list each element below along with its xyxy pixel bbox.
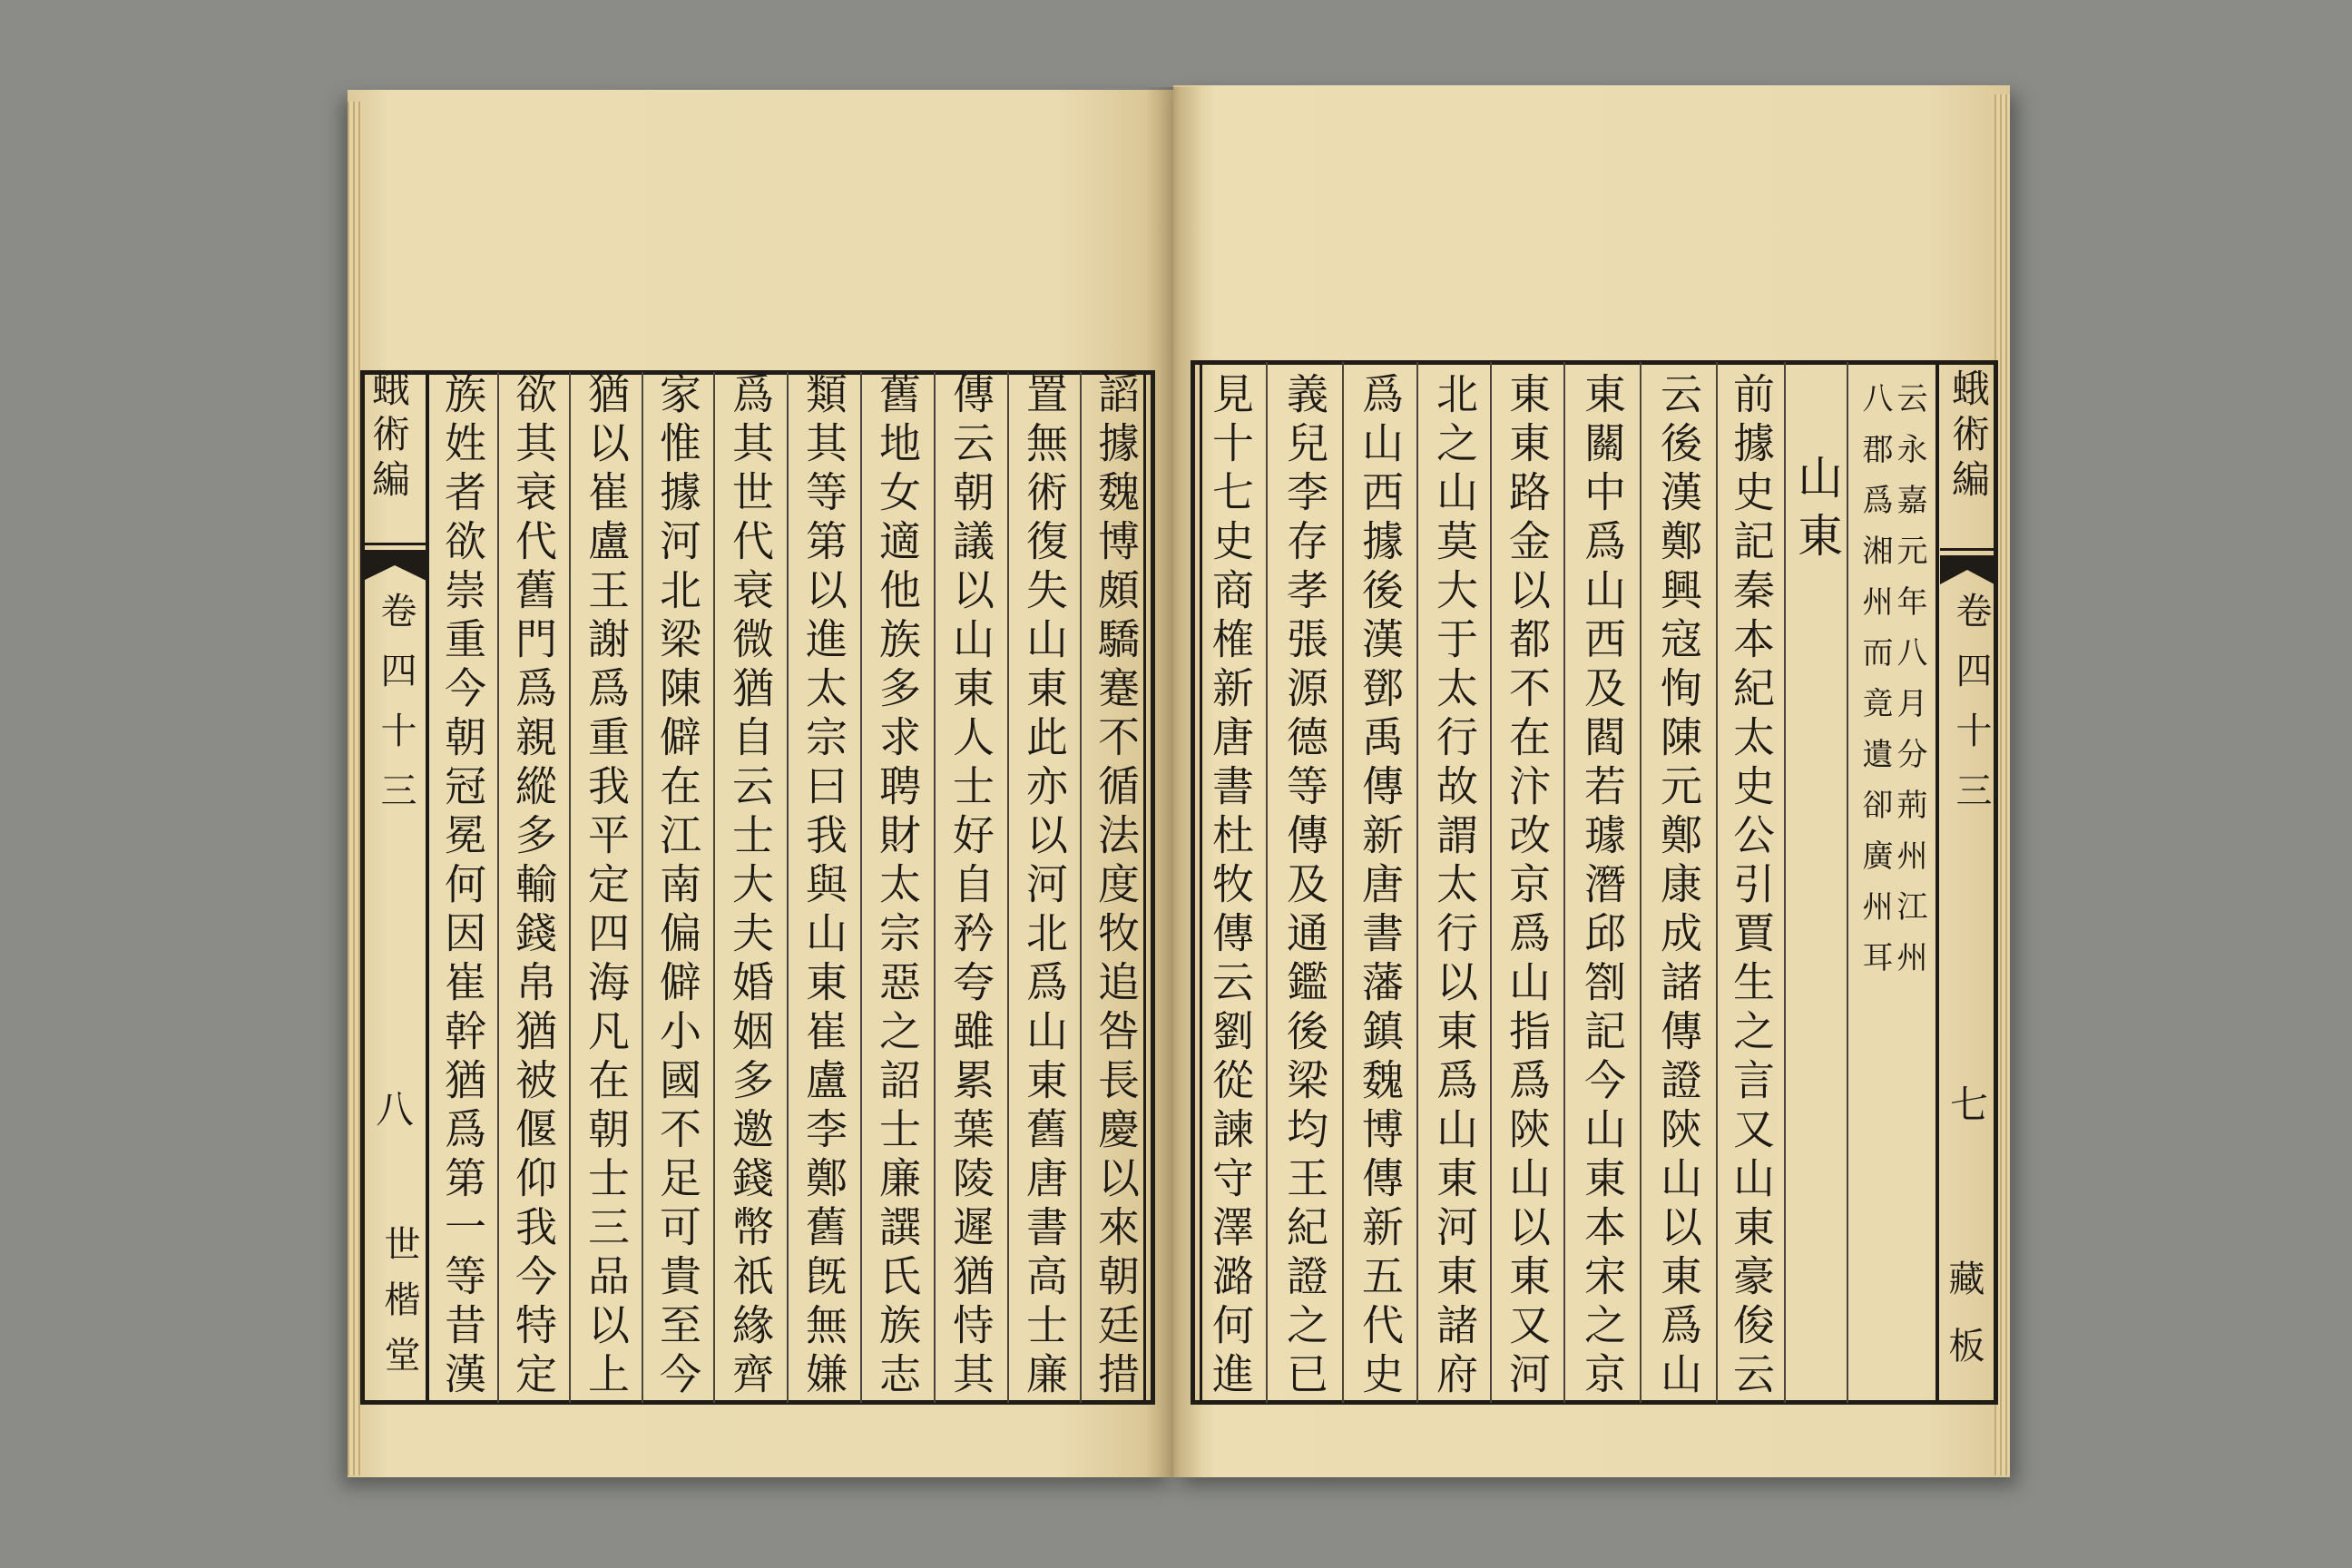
column-rule	[569, 372, 571, 1403]
column-rule	[1716, 362, 1718, 1403]
text-column: 云後漢鄭興寇恂陳元鄭康成諸傳證陝山以東爲山	[1654, 372, 1703, 1401]
column-rule	[1007, 372, 1009, 1403]
column-rule	[787, 372, 789, 1403]
column-rule	[1563, 362, 1565, 1403]
text-column: 謟據魏博頗驕蹇不循法度牧追咎長慶以來朝廷措	[1092, 372, 1141, 1401]
text-column: 傳云朝議以山東人士好自矜夸雖累葉陵遲猶恃其	[946, 372, 995, 1401]
text-column: 欲其衰代舊門爲親縱多輸錢帛猶被偃仰我今特定	[509, 372, 558, 1401]
right-block-heart-leaf-number: 七	[1945, 1084, 1989, 1122]
column-rule	[1080, 372, 1082, 1403]
text-column: 東東路金以都不在汴改京爲山指爲陝山以東又河	[1503, 372, 1552, 1401]
left-fishtail-line	[363, 543, 426, 545]
text-column: 類其等第以進太宗曰我與山東崔盧李鄭舊旣無嫌	[799, 372, 848, 1401]
text-column: 爲山西據後漢鄧禹傳新唐書藩鎮魏博傳新五代史	[1356, 372, 1405, 1401]
text-column: 東關中爲山西及閻若璩潛邱劄記今山東本宋之京	[1578, 372, 1627, 1401]
column-rule	[1416, 362, 1418, 1403]
column-rule	[497, 372, 499, 1403]
column-rule	[713, 372, 715, 1403]
annotation-note-line: 八郡爲湘州而竟遺卻廣州耳	[1857, 382, 1893, 992]
text-column: 義兒李存孝張源德等傳及通鑑後梁均王紀證之已	[1280, 372, 1329, 1401]
right-block-heart-volume: 卷四十三	[1950, 592, 1992, 831]
left-block-heart-volume: 卷四十三	[375, 592, 416, 831]
right-fishtail-line	[1940, 548, 1994, 551]
text-column: 爲其世代衰微猶自云士大夫婚姻多邀錢幣祇緣齊	[726, 372, 775, 1401]
column-rule	[1847, 362, 1848, 1403]
text-column: 見十七史商榷新唐書杜牧傳云劉從諫守澤潞何進	[1206, 372, 1255, 1401]
right-block-heart-title: 蛾術編	[1946, 368, 1991, 505]
text-column: 前據史記秦本紀太史公引賈生之言又山東豪俊云	[1727, 372, 1776, 1401]
annotation-note-line: 云永嘉元年八月分荊州江州	[1891, 382, 1927, 992]
left-block-heart-separator	[426, 372, 429, 1403]
left-block-heart-leaf-number: 八	[370, 1089, 415, 1127]
column-rule	[1640, 362, 1642, 1403]
column-rule	[860, 372, 862, 1403]
left-block-heart-imprint: 世楷堂	[378, 1225, 420, 1391]
text-column: 北之山莫大于太行故謂太行以東爲山東河東諸府	[1430, 372, 1479, 1401]
right-block-heart-imprint: 藏板	[1943, 1259, 1984, 1394]
text-column: 家惟據河北梁陳僻在江南偏僻小國不足可貴至今	[653, 372, 702, 1401]
column-rule	[1784, 362, 1786, 1403]
text-column: 置無術復失山東此亦以河北爲山東舊唐書高士廉	[1020, 372, 1069, 1401]
column-rule	[934, 372, 936, 1403]
column-rule	[1490, 362, 1492, 1403]
column-rule	[1342, 362, 1344, 1403]
right-block-heart-separator	[1936, 362, 1939, 1403]
column-rule	[1266, 362, 1268, 1403]
section-heading: 山東	[1790, 454, 1843, 570]
text-column: 族姓者欲崇重今朝冠冕何因崔幹猶爲第一等昔漢	[438, 372, 487, 1401]
left-block-heart-title: 蛾術編	[367, 368, 411, 505]
text-column: 猶以崔盧王謝爲重我平定四海凡在朝士三品以上	[582, 372, 631, 1401]
text-column: 舊地女適他族多求聘財太宗惡之詔士廉譔氏族志	[873, 372, 922, 1401]
book-gutter-shadow	[1145, 87, 1201, 1477]
column-rule	[642, 372, 643, 1403]
